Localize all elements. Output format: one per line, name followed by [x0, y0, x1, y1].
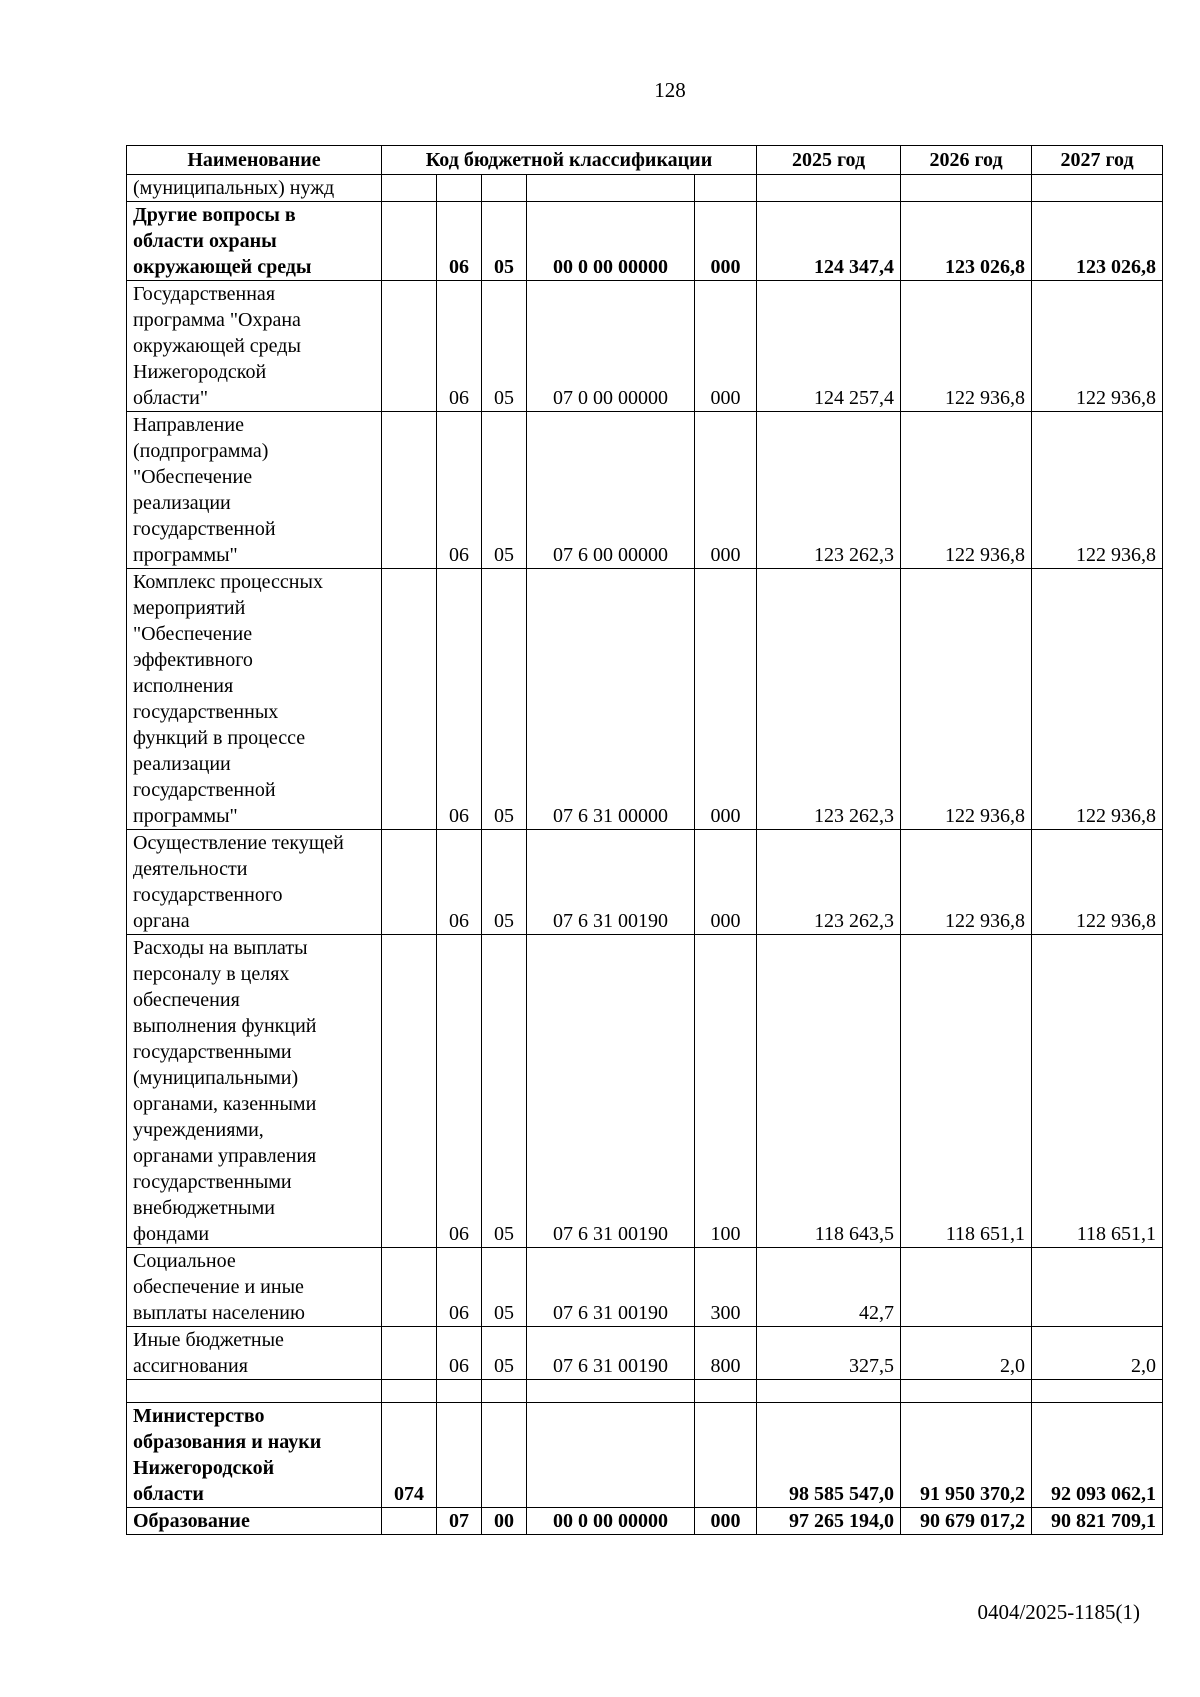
row-name-line: (муниципальных) нужд [133, 177, 335, 199]
header-2026: 2026 год [901, 146, 1032, 175]
column-vr [695, 175, 757, 202]
value-2025 [757, 175, 901, 202]
row-name-line: исполнения [133, 675, 234, 697]
column-ved [382, 175, 437, 202]
spacer-row [127, 1380, 1163, 1403]
empty-cell [901, 1380, 1032, 1403]
row-name [127, 830, 382, 935]
row-name-line: Нижегородской [133, 361, 267, 383]
column-pr: 05 [482, 1248, 527, 1327]
row-name [127, 202, 382, 281]
empty-cell [695, 1380, 757, 1403]
empty-cell [382, 1380, 437, 1403]
row-name-line: программа "Охрана [133, 309, 301, 331]
value-2027 [1032, 175, 1163, 202]
row-name [127, 935, 382, 1248]
column-pr: 05 [482, 830, 527, 935]
row-name [127, 1248, 382, 1327]
row-name [127, 175, 382, 202]
column-vr: 000 [695, 569, 757, 830]
value-2027: 122 936,8 [1032, 412, 1163, 569]
table-row [127, 281, 1163, 412]
value-2025: 123 262,3 [757, 830, 901, 935]
table-row [127, 935, 1163, 1248]
table-body [127, 175, 1163, 1535]
budget-table [126, 145, 1163, 1535]
value-2027: 90 821 709,1 [1032, 1508, 1163, 1535]
row-name-line: ассигнования [133, 1355, 248, 1377]
row-name-line: "Обеспечение [133, 623, 253, 645]
column-vr: 000 [695, 412, 757, 569]
row-name [127, 569, 382, 830]
column-rz: 06 [437, 202, 482, 281]
row-name-line: государственной [133, 779, 276, 801]
table-row [127, 412, 1163, 569]
header-code: Код бюджетной классификации [382, 146, 757, 175]
column-csr: 00 0 00 00000 [527, 1508, 695, 1535]
row-name-line: Иные бюджетные [133, 1329, 284, 1351]
column-pr: 05 [482, 202, 527, 281]
value-2025: 97 265 194,0 [757, 1508, 901, 1535]
column-pr: 05 [482, 569, 527, 830]
column-ved [382, 935, 437, 1248]
column-csr: 07 6 31 00190 [527, 1248, 695, 1327]
value-2026: 122 936,8 [901, 830, 1032, 935]
value-2026: 122 936,8 [901, 412, 1032, 569]
row-name-line: органами управления [133, 1145, 317, 1167]
value-2025: 98 585 547,0 [757, 1403, 901, 1508]
row-name-line: области охраны [133, 230, 277, 252]
value-2026: 91 950 370,2 [901, 1403, 1032, 1508]
column-csr: 00 0 00 00000 [527, 202, 695, 281]
column-ved [382, 569, 437, 830]
column-rz: 06 [437, 830, 482, 935]
value-2025: 118 643,5 [757, 935, 901, 1248]
column-csr [527, 175, 695, 202]
column-ved [382, 1248, 437, 1327]
row-name [127, 1327, 382, 1380]
column-pr: 05 [482, 281, 527, 412]
column-csr: 07 6 31 00000 [527, 569, 695, 830]
column-csr: 07 6 31 00190 [527, 935, 695, 1248]
row-name-line: Расходы на выплаты [133, 937, 308, 959]
empty-cell [437, 1380, 482, 1403]
table-row [127, 1327, 1163, 1380]
row-name-line: функций в процессе [133, 727, 306, 749]
row-name-line: Образование [133, 1510, 250, 1532]
value-2027: 122 936,8 [1032, 569, 1163, 830]
column-rz: 06 [437, 569, 482, 830]
table-row [127, 1248, 1163, 1327]
column-ved [382, 1508, 437, 1535]
value-2025: 124 257,4 [757, 281, 901, 412]
value-2025: 327,5 [757, 1327, 901, 1380]
column-ved [382, 830, 437, 935]
row-name-line: (муниципальными) [133, 1067, 299, 1089]
row-name-line: обеспечения [133, 989, 240, 1011]
document-code: 0404/2025-1185(1) [977, 1600, 1140, 1624]
row-name-line: выплаты населению [133, 1302, 305, 1324]
row-name-line: области [133, 1483, 204, 1505]
column-vr: 000 [695, 830, 757, 935]
table-row [127, 175, 1163, 202]
value-2026: 118 651,1 [901, 935, 1032, 1248]
column-pr [482, 1403, 527, 1508]
column-rz: 07 [437, 1508, 482, 1535]
value-2026 [901, 175, 1032, 202]
value-2026 [901, 1248, 1032, 1327]
row-name-line: "Обеспечение [133, 466, 253, 488]
value-2027: 122 936,8 [1032, 281, 1163, 412]
column-pr: 05 [482, 412, 527, 569]
column-pr: 00 [482, 1508, 527, 1535]
row-name-line: Комплекс процессных [133, 571, 323, 593]
row-name-line: реализации [133, 492, 231, 514]
row-name-line: мероприятий [133, 597, 246, 619]
column-ved [382, 281, 437, 412]
table-header-row [127, 146, 1163, 175]
column-vr: 300 [695, 1248, 757, 1327]
value-2027: 92 093 062,1 [1032, 1403, 1163, 1508]
column-rz: 06 [437, 1248, 482, 1327]
column-rz [437, 175, 482, 202]
column-ved: 074 [382, 1403, 437, 1508]
value-2026: 2,0 [901, 1327, 1032, 1380]
row-name-line: Министерство [133, 1405, 265, 1427]
value-2025: 123 262,3 [757, 412, 901, 569]
row-name-line: Нижегородской [133, 1457, 275, 1479]
column-ved [382, 202, 437, 281]
page-number: 128 [654, 78, 686, 102]
column-csr: 07 6 31 00190 [527, 1327, 695, 1380]
column-csr: 07 6 31 00190 [527, 830, 695, 935]
column-ved [382, 412, 437, 569]
value-2025: 123 262,3 [757, 569, 901, 830]
column-rz: 06 [437, 281, 482, 412]
empty-cell [127, 1380, 382, 1403]
row-name-line: эффективного [133, 649, 253, 671]
table-row [127, 569, 1163, 830]
value-2026: 90 679 017,2 [901, 1508, 1032, 1535]
row-name-line: органами, казенными [133, 1093, 317, 1115]
row-name-line: (подпрограмма) [133, 440, 269, 462]
column-rz [437, 1403, 482, 1508]
row-name-line: Социальное [133, 1250, 236, 1272]
value-2027: 122 936,8 [1032, 830, 1163, 935]
row-name [127, 1508, 382, 1535]
row-name-line: Осуществление текущей [133, 832, 344, 854]
row-name-line: учреждениями, [133, 1119, 264, 1141]
column-rz: 06 [437, 935, 482, 1248]
row-name-line: Государственная [133, 283, 276, 305]
row-name-line: персоналу в целях [133, 963, 290, 985]
table-row [127, 830, 1163, 935]
column-vr: 000 [695, 202, 757, 281]
empty-cell [1032, 1380, 1163, 1403]
value-2026: 122 936,8 [901, 569, 1032, 830]
row-name-line: выполнения функций [133, 1015, 317, 1037]
row-name-line: обеспечение и иные [133, 1276, 304, 1298]
row-name-line: деятельности [133, 858, 248, 880]
column-csr: 07 0 00 00000 [527, 281, 695, 412]
row-name-line: программы" [133, 805, 238, 827]
row-name-line: программы" [133, 544, 238, 566]
row-name-line: внебюджетными [133, 1197, 275, 1219]
header-2025: 2025 год [757, 146, 901, 175]
row-name-line: окружающей среды [133, 335, 301, 357]
column-pr [482, 175, 527, 202]
row-name-line: государственными [133, 1041, 292, 1063]
value-2026: 122 936,8 [901, 281, 1032, 412]
row-name [127, 412, 382, 569]
row-name-line: государственного [133, 884, 283, 906]
row-name-line: органа [133, 910, 190, 932]
empty-cell [527, 1380, 695, 1403]
value-2027: 2,0 [1032, 1327, 1163, 1380]
value-2026: 123 026,8 [901, 202, 1032, 281]
row-name [127, 281, 382, 412]
row-name-line: фондами [133, 1223, 210, 1245]
value-2027 [1032, 1248, 1163, 1327]
column-rz: 06 [437, 1327, 482, 1380]
value-2025: 42,7 [757, 1248, 901, 1327]
column-vr: 000 [695, 281, 757, 412]
value-2027: 123 026,8 [1032, 202, 1163, 281]
row-name [127, 1403, 382, 1508]
column-pr: 05 [482, 935, 527, 1248]
row-name-line: государственной [133, 518, 276, 540]
row-name-line: окружающей среды [133, 256, 312, 278]
column-csr: 07 6 00 00000 [527, 412, 695, 569]
header-name: Наименование [127, 146, 382, 175]
column-vr: 800 [695, 1327, 757, 1380]
row-name-line: области" [133, 387, 209, 409]
column-ved [382, 1327, 437, 1380]
table-row [127, 1403, 1163, 1508]
value-2027: 118 651,1 [1032, 935, 1163, 1248]
row-name-line: образования и науки [133, 1431, 322, 1453]
column-pr: 05 [482, 1327, 527, 1380]
value-2025: 124 347,4 [757, 202, 901, 281]
column-csr [527, 1403, 695, 1508]
row-name-line: реализации [133, 753, 231, 775]
column-vr: 100 [695, 935, 757, 1248]
row-name-line: Направление [133, 414, 244, 436]
column-vr: 000 [695, 1508, 757, 1535]
empty-cell [757, 1380, 901, 1403]
table-row [127, 202, 1163, 281]
header-2027: 2027 год [1032, 146, 1163, 175]
row-name-line: государственных [133, 701, 279, 723]
row-name-line: Другие вопросы в [133, 204, 296, 226]
column-vr [695, 1403, 757, 1508]
row-name-line: государственными [133, 1171, 292, 1193]
empty-cell [482, 1380, 527, 1403]
column-rz: 06 [437, 412, 482, 569]
table-row [127, 1508, 1163, 1535]
